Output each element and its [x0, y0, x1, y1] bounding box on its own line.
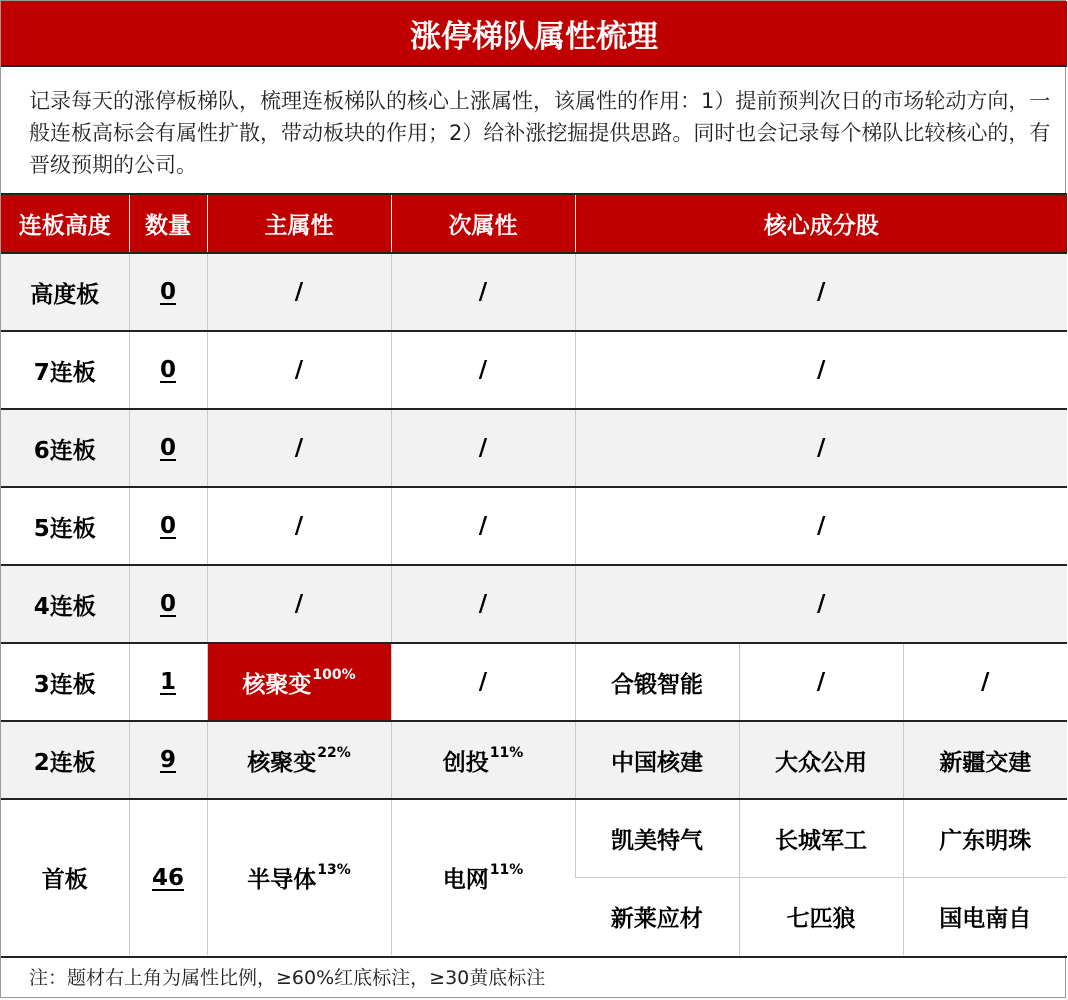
core-stocks-cell: / [575, 487, 1067, 565]
intro-text: 记录每天的涨停板梯队，梳理连板梯队的核心上涨属性，该属性的作用：1）提前预判次日的市场轮动方向，一般连板高标会有属性扩散，带动板块的作用；2）给补涨挖掘提供思路。同时也会记录每个梯队比较核心的，有晋级预期的公司。 [1, 67, 1067, 195]
count-value: 9 [159, 747, 176, 773]
table-row [1, 487, 1067, 565]
sub-attr-cell: / [391, 565, 575, 643]
core-stock-cell: 凯美特气 [575, 799, 739, 877]
table-row [1, 331, 1067, 409]
table-row [1, 565, 1067, 643]
count-value: 0 [159, 513, 176, 539]
count-cell [129, 721, 207, 799]
core-stock-cell: 新莱应材 [575, 877, 739, 955]
main-attr-cell [207, 799, 391, 955]
core-stocks-cell: / [575, 409, 1067, 487]
height-cell: 5连板 [1, 487, 129, 565]
core-stock-cell: 合锻智能 [575, 643, 739, 721]
core-stocks-cell: / [575, 331, 1067, 409]
count-cell [129, 487, 207, 565]
core-stock-cell: 广东明珠 [903, 799, 1067, 877]
count-value: 0 [159, 435, 176, 461]
height-cell: 3连板 [1, 643, 129, 721]
height-cell: 高度板 [1, 253, 129, 331]
core-stock-cell: / [739, 643, 903, 721]
table-row [1, 643, 1067, 721]
main-attr-cell: / [207, 565, 391, 643]
col-header-count: 数量 [129, 195, 207, 253]
page-title: 涨停梯队属性梳理 [1, 1, 1067, 67]
count-value: 0 [159, 591, 176, 617]
sub-attr-cell: / [391, 331, 575, 409]
core-stock-cell: 七匹狼 [739, 877, 903, 955]
height-cell: 2连板 [1, 721, 129, 799]
sub-attr-cell [391, 721, 575, 799]
count-cell [129, 643, 207, 721]
height-cell: 首板 [1, 799, 129, 955]
sub-attr-cell: / [391, 409, 575, 487]
core-stock-cell: 新疆交建 [903, 721, 1067, 799]
core-stock-cell: 大众公用 [739, 721, 903, 799]
table-row [1, 253, 1067, 331]
main-attr-ratio: 22% [317, 744, 351, 761]
main-attr-ratio: 100% [312, 666, 356, 683]
height-cell: 6连板 [1, 409, 129, 487]
col-header-height: 连板高度 [1, 195, 129, 253]
count-value: 46 [151, 864, 184, 891]
sub-attr-ratio: 11% [489, 744, 524, 761]
height-cell: 7连板 [1, 331, 129, 409]
col-header-sub-attr: 次属性 [391, 195, 575, 253]
count-value: 1 [159, 669, 176, 695]
main-attr-cell: / [207, 253, 391, 331]
table-row [1, 721, 1067, 799]
count-value: 0 [159, 279, 176, 305]
core-stock-cell: 国电南自 [903, 877, 1067, 955]
main-attr-label: 核聚变 [247, 749, 317, 776]
core-stocks-cell: / [575, 565, 1067, 643]
count-cell [129, 565, 207, 643]
main-attr-label: 核聚变 [242, 671, 312, 698]
sub-attr-cell: / [391, 487, 575, 565]
main-attr-cell: / [207, 409, 391, 487]
sub-attr-cell: / [391, 643, 575, 721]
ladder-table [1, 195, 1067, 955]
col-header-core-stocks: 核心成分股 [575, 195, 1067, 253]
sub-attr-label: 创投 [442, 749, 489, 776]
sub-attr-ratio: 11% [489, 862, 524, 879]
sub-attr-cell [391, 799, 575, 955]
main-attr-cell: / [207, 331, 391, 409]
table-row [1, 799, 1067, 877]
sub-attr-cell: / [391, 253, 575, 331]
count-cell [129, 331, 207, 409]
core-stock-cell: 长城军工 [739, 799, 903, 877]
count-cell [129, 799, 207, 955]
main-attr-cell [207, 721, 391, 799]
count-cell [129, 409, 207, 487]
main-attr-label: 半导体 [247, 867, 317, 893]
height-cell: 4连板 [1, 565, 129, 643]
main-attr-cell-highlighted [207, 643, 391, 721]
sub-attr-label: 电网 [442, 867, 489, 893]
table-header-row [1, 195, 1067, 253]
core-stock-cell: / [903, 643, 1067, 721]
count-cell [129, 253, 207, 331]
table-row [1, 409, 1067, 487]
main-attr-ratio: 13% [317, 862, 351, 879]
main-attr-cell: / [207, 487, 391, 565]
core-stock-cell: 中国核建 [575, 721, 739, 799]
count-value: 0 [159, 357, 176, 383]
core-stocks-cell: / [575, 253, 1067, 331]
footnote: 注：题材右上角为属性比例，≥60%红底标注，≥30黄底标注 [1, 956, 1067, 999]
col-header-main-attr: 主属性 [207, 195, 391, 253]
